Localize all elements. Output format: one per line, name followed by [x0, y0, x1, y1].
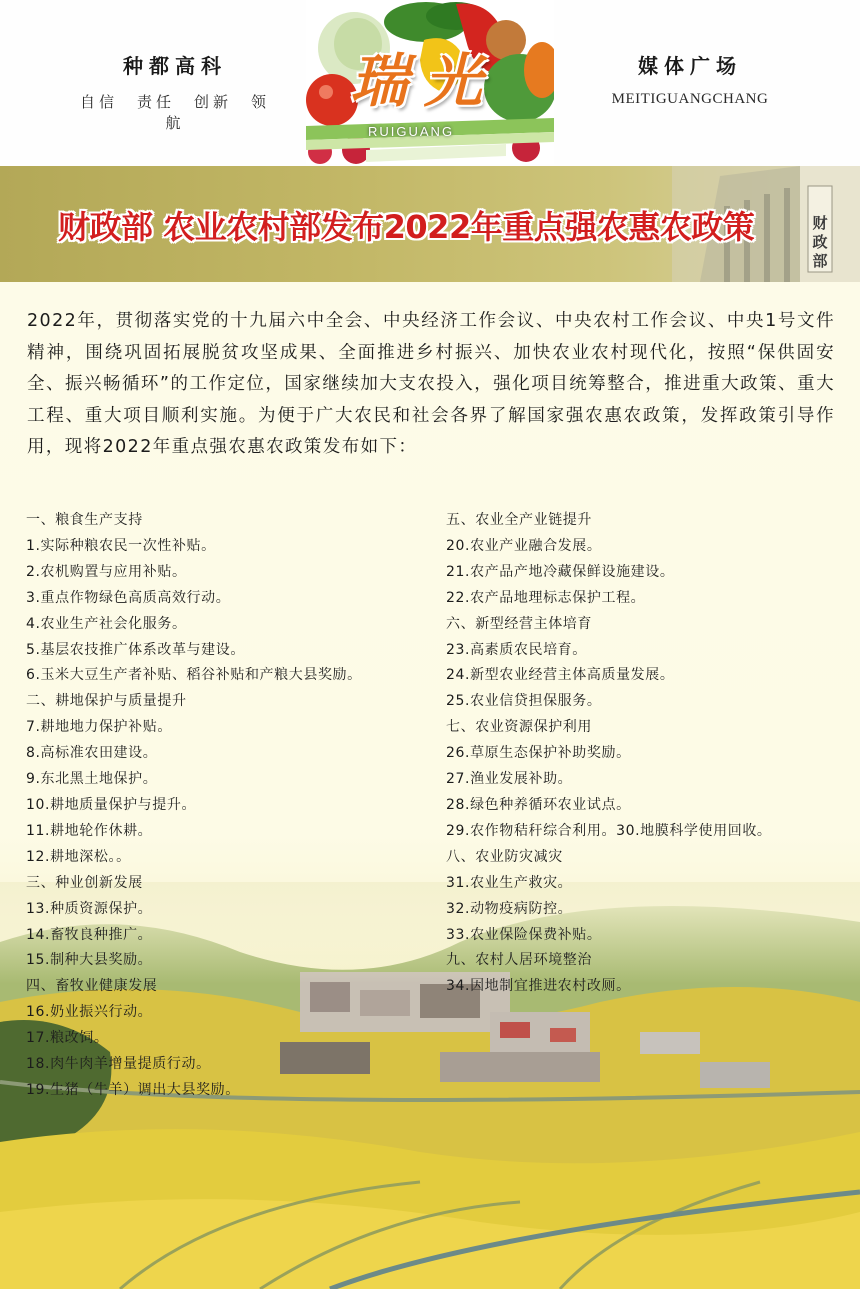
- policy-list-left: [26, 508, 446, 1104]
- policy-item: 1.实际种粮农民一次性补贴。: [26, 537, 216, 554]
- policy-item: 15.制种大县奖励。: [26, 952, 153, 969]
- policy-item: 五、农业全产业链提升: [446, 512, 592, 528]
- policy-item: 25.农业信贷担保服务。: [446, 693, 602, 710]
- policy-item: 4.农业生产社会化服务。: [26, 615, 187, 632]
- policy-item: 六、新型经营主体培育: [446, 615, 592, 632]
- logo-text: 瑞光: [350, 47, 499, 115]
- media-title: 媒体广场: [638, 54, 742, 78]
- intro-paragraph: 2022年，贯彻落实党的十九届六中全会、中央经济工作会议、中央农村工作会议、中央1号文件精神，围绕巩固拓展脱贫攻坚成果、全面推进乡村振兴、加快农业农村现代化，按照“保供固安全、振兴畅循环”的工作定位，国家继续加大支农投入，强化项目统筹整合，推进重大政策、重大工程、重大项目顺利实施。为便于广大农民和社会各界了解国家强农惠农政策，发挥政策引导作用，现将2022年重点强农惠农政策发布如下：: [27, 311, 835, 457]
- page-title: 财政部 农业农村部发布2022年重点强农惠农政策: [58, 208, 755, 246]
- policy-item: 29.农作物秸秆综合利用。30.地膜科学使用回收。: [446, 822, 772, 839]
- policy-item: 11.耕地轮作休耕。: [26, 822, 153, 839]
- ruiguang-logo: [306, 0, 554, 164]
- policy-item: 14.畜牧良种推广。: [26, 926, 153, 943]
- policy-item: 27.渔业发展补助。: [446, 771, 573, 788]
- content-area: [0, 282, 860, 1289]
- policy-item: 13.种质资源保护。: [26, 900, 153, 917]
- policy-list-right: [446, 508, 856, 1000]
- policy-item: 21.农产品产地冷藏保鲜设施建设。: [446, 563, 675, 580]
- policy-item: 17.粮改饲。: [26, 1030, 109, 1047]
- policy-item: 2.农机购置与应用补贴。: [26, 563, 187, 580]
- policy-item: 八、农业防灾减灾: [446, 848, 563, 865]
- brand-right: [590, 50, 790, 108]
- policy-item: 12.耕地深松。。: [26, 848, 131, 865]
- policy-item: 26.草原生态保护补助奖励。: [446, 745, 631, 762]
- policy-item: 10.耕地质量保护与提升。: [26, 796, 197, 813]
- logo-subtext: RUIGUANG: [368, 124, 455, 139]
- policy-item: 9.东北黑土地保护。: [26, 771, 158, 788]
- policy-item: 34.因地制宜推进农村改厕。: [446, 978, 631, 995]
- policy-item: 3.重点作物绿色高质高效行动。: [26, 589, 231, 606]
- policy-item: 5.基层农技推广体系改革与建设。: [26, 641, 245, 658]
- policy-item: 7.耕地地力保护补贴。: [26, 719, 172, 736]
- policy-item: 8.高标准农田建设。: [26, 745, 158, 762]
- policy-item: 三、种业创新发展: [26, 874, 143, 891]
- policy-item: 四、畜牧业健康发展: [26, 978, 158, 995]
- policy-item: 28.绿色种养循环农业试点。: [446, 796, 631, 813]
- policy-item: 18.肉牛肉羊增量提质行动。: [26, 1056, 211, 1073]
- brand-left: [80, 50, 270, 133]
- policy-item: 九、农村人居环境整治: [446, 952, 592, 969]
- policy-item: 22.农产品地理标志保护工程。: [446, 589, 646, 606]
- policy-item: 一、粮食生产支持: [26, 512, 143, 528]
- policy-item: 33.农业保险保费补贴。: [446, 926, 602, 943]
- policy-item: 24.新型农业经营主体高质量发展。: [446, 667, 675, 684]
- policy-item: 23.高素质农民培育。: [446, 641, 587, 658]
- company-slogan: 自信 责任 创新 领航: [80, 93, 271, 132]
- policy-item: 20.农业产业融合发展。: [446, 537, 602, 554]
- policy-item: 6.玉米大豆生产者补贴、稻谷补贴和产粮大县奖励。: [26, 667, 362, 684]
- policy-item: 32.动物疫病防控。: [446, 900, 573, 917]
- building-sign: 财政部: [812, 214, 828, 270]
- policy-item: 七、农业资源保护利用: [446, 719, 592, 736]
- policy-item: 16.奶业振兴行动。: [26, 1004, 153, 1021]
- policy-item: 31.农业生产救灾。: [446, 874, 573, 891]
- title-banner: [0, 166, 860, 282]
- media-subtitle: MEITIGUANGCHANG: [611, 91, 769, 107]
- policy-item: 19.生猪（牛羊）调出大县奖励。: [26, 1081, 240, 1098]
- header: [0, 0, 860, 166]
- company-name: 种都高科: [123, 54, 227, 78]
- policy-item: 二、耕地保护与质量提升: [26, 693, 187, 710]
